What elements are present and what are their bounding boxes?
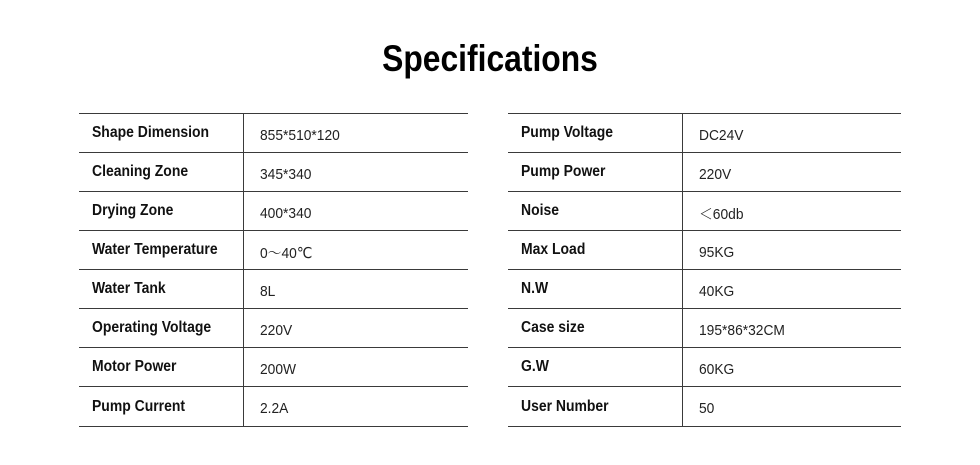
spec-label: Operating Voltage	[79, 309, 244, 347]
spec-value: DC24V	[699, 126, 744, 144]
spec-value: 220V	[260, 321, 293, 339]
spec-label: Water Temperature	[79, 231, 244, 269]
spec-label: Max Load	[508, 231, 683, 269]
spec-value: 855*510*120	[260, 126, 340, 144]
spec-label: G.W	[508, 348, 683, 386]
spec-row	[79, 231, 468, 270]
spec-row	[79, 270, 468, 309]
spec-row	[508, 192, 901, 231]
spec-row	[508, 231, 901, 270]
spec-value: 50	[699, 400, 715, 417]
spec-row	[79, 153, 468, 192]
spec-label: Pump Current	[79, 387, 244, 426]
spec-value: 60KG	[699, 360, 735, 378]
spec-label: Motor Power	[79, 348, 244, 386]
spec-row	[79, 192, 468, 231]
spec-value: 0～40℃	[260, 244, 313, 262]
spec-row	[79, 348, 468, 387]
spec-value: 195*86*32CM	[699, 321, 785, 339]
spec-label: Case size	[508, 309, 683, 347]
spec-row	[79, 309, 468, 348]
spec-row	[508, 387, 901, 427]
spec-table-right	[508, 113, 901, 427]
spec-label: Water Tank	[79, 270, 244, 308]
spec-label: User Number	[508, 387, 683, 426]
spec-row	[508, 348, 901, 387]
spec-row	[79, 387, 468, 427]
spec-row	[79, 114, 468, 153]
spec-value: 220V	[699, 165, 732, 183]
spec-label: Pump Voltage	[508, 114, 683, 152]
spec-value: 95KG	[699, 243, 735, 261]
spec-label: N.W	[508, 270, 683, 308]
spec-label: Pump Power	[508, 153, 683, 191]
spec-value: 2.2A	[260, 400, 289, 417]
spec-label: Noise	[508, 192, 683, 230]
spec-value: 40KG	[699, 282, 735, 300]
spec-label: Shape Dimension	[79, 114, 244, 152]
spec-value: 8L	[260, 282, 276, 300]
spec-label: Cleaning Zone	[79, 153, 244, 191]
spec-label: Drying Zone	[79, 192, 244, 230]
spec-row	[508, 114, 901, 153]
spec-row	[508, 153, 901, 192]
spec-table-left	[79, 113, 468, 427]
spec-row	[508, 270, 901, 309]
spec-value: 400*340	[260, 204, 312, 222]
spec-value: ＜60db	[699, 205, 744, 223]
spec-value: 200W	[260, 360, 297, 378]
spec-value: 345*340	[260, 165, 312, 183]
spec-row	[508, 309, 901, 348]
page-title: Specifications	[382, 38, 598, 79]
